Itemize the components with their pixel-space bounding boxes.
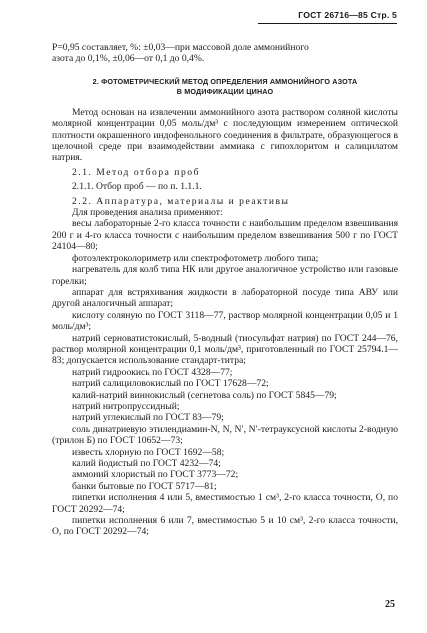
intro-line: азота до 0,1%, ±0,06—от 0,1 до 0,4%. — [52, 53, 205, 65]
page-header: ГОСТ 26716—85 Стр. 5 — [298, 10, 397, 20]
list-item: соль динатриевую этилендиамин-N, N, N′, N′-тетрауксусной кислоты 2-водную (трилон Б) по ГОСТ 10652—73; — [52, 423, 398, 447]
list-item: аммоний хлористый по ГОСТ 3773—72; — [72, 469, 239, 481]
list-item: натрий углекислый по ГОСТ 83—79; — [72, 412, 224, 424]
list-item: известь хлорную по ГОСТ 1692—58; — [72, 446, 225, 458]
subsection-title: 2.1. Метод отбора проб — [72, 166, 200, 178]
list-item: натрий нитропруссидный; — [72, 400, 180, 412]
list-item: натрий гидроокись по ГОСТ 4328—77; — [72, 366, 233, 378]
list-item: калий-натрий виннокислый (сегнетова соль) по ГОСТ 5845—79; — [72, 389, 337, 401]
list-item: аппарат для встряхивания жидкости в лабораторной посуде типа АВУ или другой аналогичный аппарат; — [52, 286, 398, 310]
paragraph: 2.1.1. Отбор проб — по п. 1.1.1. — [72, 181, 202, 193]
list-item: калий йодистый по ГОСТ 4232—74; — [72, 458, 221, 469]
page-number: 25 — [385, 599, 395, 610]
list-item: нагреватель для колб типа НК или другое аналогичное устройство или газовые горелки; — [52, 264, 398, 287]
list-item: фотоэлектроколориметр или спектрофотометр любого типа; — [72, 252, 319, 264]
paragraph: Для проведения анализа применяют: — [72, 207, 223, 219]
section-heading — [52, 77, 398, 97]
list-item: пипетки исполнения 4 или 5, вместимостью 1 см³, 2-го класса точности, О, по ГОСТ 20292—74; — [52, 492, 398, 515]
list-item: натрий серноватистокислый, 5-водный (тиосульфат натрия) по ГОСТ 244—76, раствор молярной концентрации 0,1 моль/дм³, приготовленный по ГОСТ 25794.1—83; допускается использование стандарт-титра; — [52, 332, 398, 367]
section-heading-line: 2. ФОТОМЕТРИЧЕСКИЙ МЕТОД ОПРЕДЕЛЕНИЯ АММОНИЙНОГО АЗОТА — [92, 76, 358, 86]
document-body — [52, 42, 398, 538]
method-paragraph: Метод основан на извлечении аммонийного азота раствором соляной кислоты молярной концентрации 0,05 моль/дм³ с последующим измерением оптической плотности окрашенного индофенольного соединения в фильтрате, образующегося в щелочной среде при взаимодействии аммиака с гипохлоритом и салицилатом натрия. — [52, 106, 398, 164]
section-heading-line: В МОДИФИКАЦИИ ЦИНАО — [176, 86, 274, 96]
list-item: натрий салициловокислый по ГОСТ 17628—72; — [72, 378, 269, 390]
list-item: банки бытовые по ГОСТ 5717—81; — [72, 480, 217, 492]
list-item: кислоту соляную по ГОСТ 3118—77, раствор молярной концентрации 0,05 и 1 моль/дм³; — [52, 309, 398, 333]
header-rule — [258, 23, 397, 24]
list-item: весы лабораторные 2-го класса точности с наибольшим пределом взвешивания 200 г и 4-го класса точности с наибольшим пределом взвешивания 500 г по ГОСТ 24104—80; — [52, 218, 398, 253]
list-item: пипетки исполнения 6 или 7, вместимостью 5 и 10 см³, 2-го класса точности, О, по ГОСТ 20292—74; — [52, 515, 398, 538]
intro-line: P=0,95 составляет, %: ±0,03—при массовой доле аммонийного — [52, 42, 309, 53]
subsection-title: 2.2. Аппаратура, материалы и реактивы — [72, 195, 290, 207]
